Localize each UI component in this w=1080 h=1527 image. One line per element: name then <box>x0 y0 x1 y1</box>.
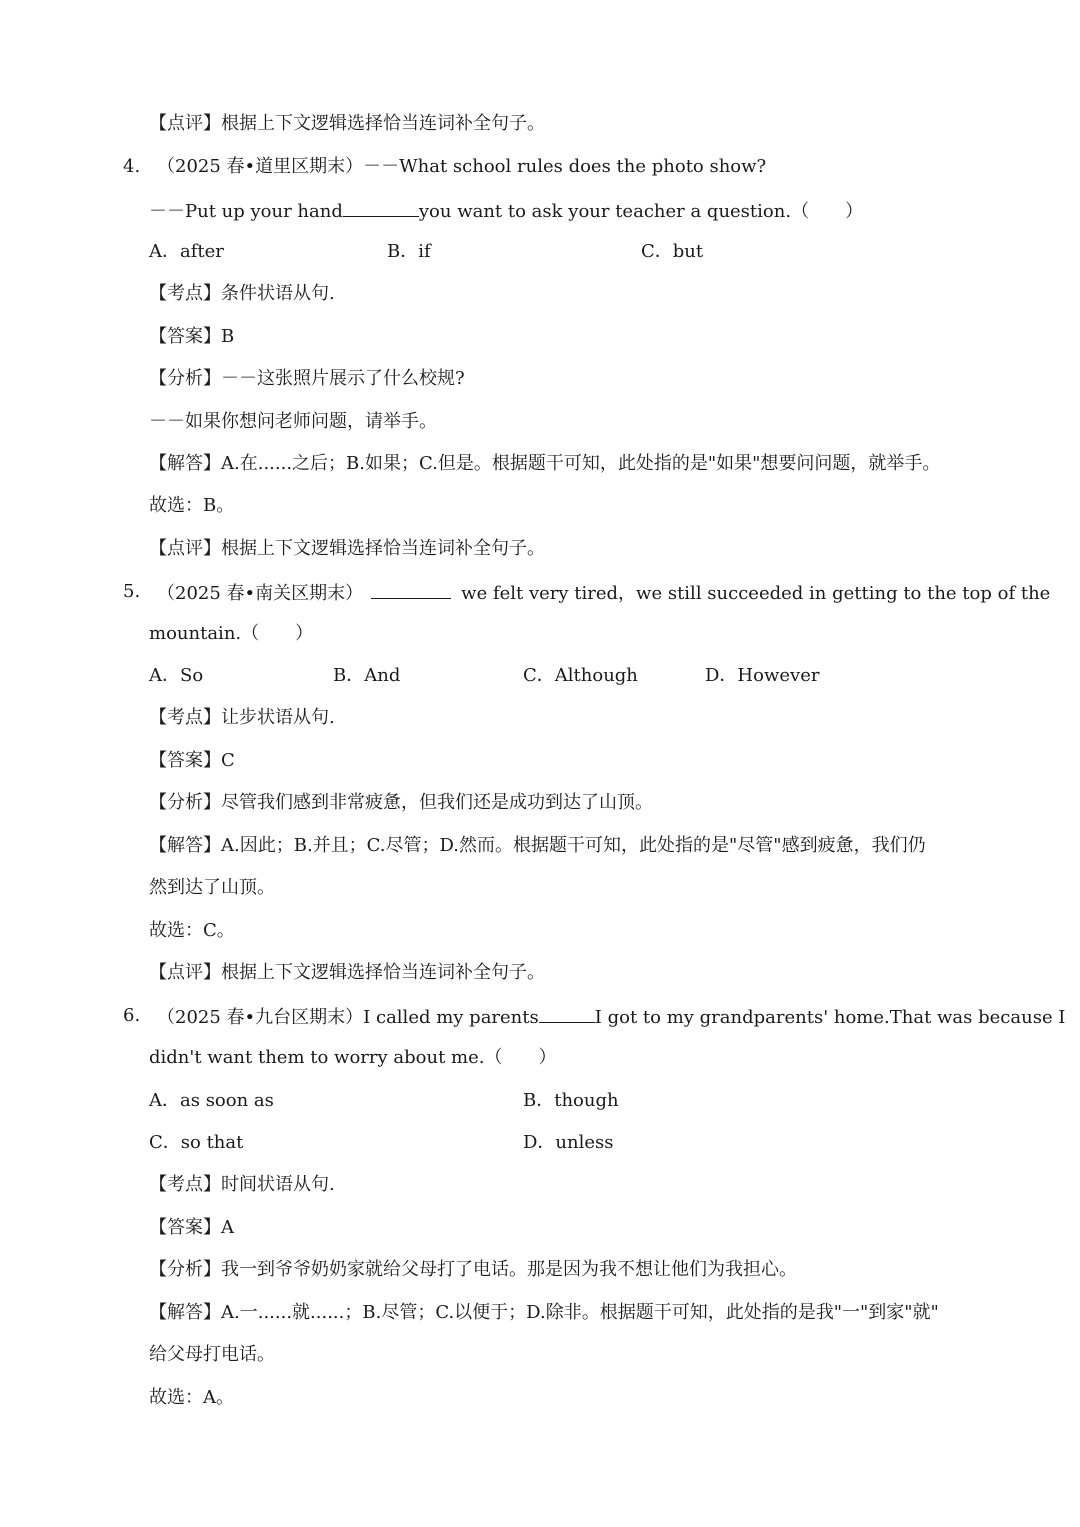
question-number: 4. <box>123 156 141 177</box>
question-number: 6. <box>123 1005 141 1026</box>
answer-blank <box>371 580 451 599</box>
answer-tag: 【答案】 <box>149 750 221 771</box>
question-source: （2025 春•南关区期末） <box>157 583 364 604</box>
point-tag: 【考点】 <box>149 1174 221 1195</box>
option-d: D．unless <box>523 1132 614 1153</box>
question-text: you want to ask your teacher a question.（ ） <box>418 201 864 222</box>
point-text: 让步状语从句. <box>221 707 335 728</box>
comment-tag: 【点评】 <box>149 538 221 559</box>
answer-text: B <box>221 326 235 347</box>
question-source: （2025 春•道里区期末） <box>157 156 364 177</box>
option-d: D．However <box>705 665 820 686</box>
option-c: C．Although <box>523 665 638 686</box>
analysis-tag: 【分析】 <box>149 1259 221 1280</box>
option-a: A．after <box>149 241 224 262</box>
analysis-text: 尽管我们感到非常疲惫，但我们还是成功到达了山顶。 <box>221 792 653 813</box>
point-line <box>149 706 335 730</box>
question-stem-line-1 <box>157 1004 1065 1030</box>
analysis-tag: 【分析】 <box>149 368 221 389</box>
analysis-line <box>149 367 465 391</box>
comment-text: 根据上下文逻辑选择恰当连词补全句子。 <box>221 113 545 134</box>
answer-line <box>149 325 234 349</box>
solution-line <box>149 834 926 858</box>
option-c: C．but <box>641 241 704 262</box>
comment-line <box>149 961 545 985</box>
option-a: A．as soon as <box>149 1090 274 1111</box>
solution-line-2: 给父母打电话。 <box>149 1344 275 1365</box>
answer-tag: 【答案】 <box>149 326 221 347</box>
point-tag: 【考点】 <box>149 283 221 304</box>
point-text: 时间状语从句. <box>221 1174 335 1195</box>
solution-text: A.一......就......；B.尽管；C.以便于；D.除非。根据题干可知，此处指的是我"一"到家"就" <box>221 1302 939 1323</box>
comment-text: 根据上下文逻辑选择恰当连词补全句子。 <box>221 962 545 983</box>
answer-text: A <box>221 1217 234 1238</box>
solution-line <box>149 452 940 476</box>
analysis-text: 我一到爷爷奶奶家就给父母打了电话。那是因为我不想让他们为我担心。 <box>221 1259 797 1280</box>
analysis-line <box>149 791 653 815</box>
solution-text: A.因此；B.并且；C.尽管；D.然而。根据题干可知，此处指的是"尽管"感到疲惫，我们仍 <box>221 835 926 856</box>
solution-choice: 故选：C。 <box>149 920 235 941</box>
option-c: C．so that <box>149 1132 244 1153</box>
option-b: B．though <box>523 1090 619 1111</box>
option-b: B．if <box>387 241 431 262</box>
comment-line <box>149 537 545 561</box>
question-stem-line-1 <box>157 155 766 179</box>
answer-text: C <box>221 750 235 771</box>
question-source: （2025 春•九台区期末） <box>157 1007 364 1028</box>
question-stem-line-2: didn't want them to worry about me.（ ） <box>149 1047 557 1068</box>
solution-choice: 故选：B。 <box>149 495 235 516</box>
comment-line <box>149 112 545 136</box>
point-line <box>149 1173 335 1197</box>
question-text: －－Put up your hand <box>149 201 343 222</box>
comment-tag: 【点评】 <box>149 113 221 134</box>
question-text: we felt very tired，we still succeeded in getting to the top of the <box>461 583 1051 604</box>
answer-blank <box>539 1004 595 1023</box>
point-text: 条件状语从句. <box>221 283 335 304</box>
question-number: 5. <box>123 581 141 602</box>
solution-tag: 【解答】 <box>149 835 221 856</box>
comment-text: 根据上下文逻辑选择恰当连词补全句子。 <box>221 538 545 559</box>
answer-line <box>149 749 235 773</box>
analysis-line <box>149 1258 797 1282</box>
point-tag: 【考点】 <box>149 707 221 728</box>
question-stem-line-2 <box>149 198 863 224</box>
solution-tag: 【解答】 <box>149 1302 221 1323</box>
solution-text: A.在......之后；B.如果；C.但是。根据题干可知，此处指的是"如果"想要问问题，就举手。 <box>221 453 941 474</box>
option-a: A．So <box>149 665 204 686</box>
answer-tag: 【答案】 <box>149 1217 221 1238</box>
solution-line <box>149 1301 939 1325</box>
answer-line <box>149 1216 234 1240</box>
answer-blank <box>343 198 419 217</box>
comment-tag: 【点评】 <box>149 962 221 983</box>
solution-tag: 【解答】 <box>149 453 221 474</box>
analysis-text: －－这张照片展示了什么校规? <box>221 368 465 389</box>
analysis-tag: 【分析】 <box>149 792 221 813</box>
point-line <box>149 282 335 306</box>
option-b: B．And <box>333 665 401 686</box>
analysis-line-2: －－如果你想问老师问题，请举手。 <box>149 411 437 432</box>
solution-choice: 故选：A。 <box>149 1387 234 1408</box>
question-text: －－What school rules does the photo show? <box>363 156 767 177</box>
question-stem-line-2: mountain.（ ） <box>149 623 314 644</box>
solution-line-2: 然到达了山顶。 <box>149 877 275 898</box>
question-stem-line-1 <box>157 580 1050 606</box>
question-text: I called my parents <box>363 1007 539 1028</box>
question-text: I got to my grandparents' home.That was because I <box>594 1007 1066 1028</box>
